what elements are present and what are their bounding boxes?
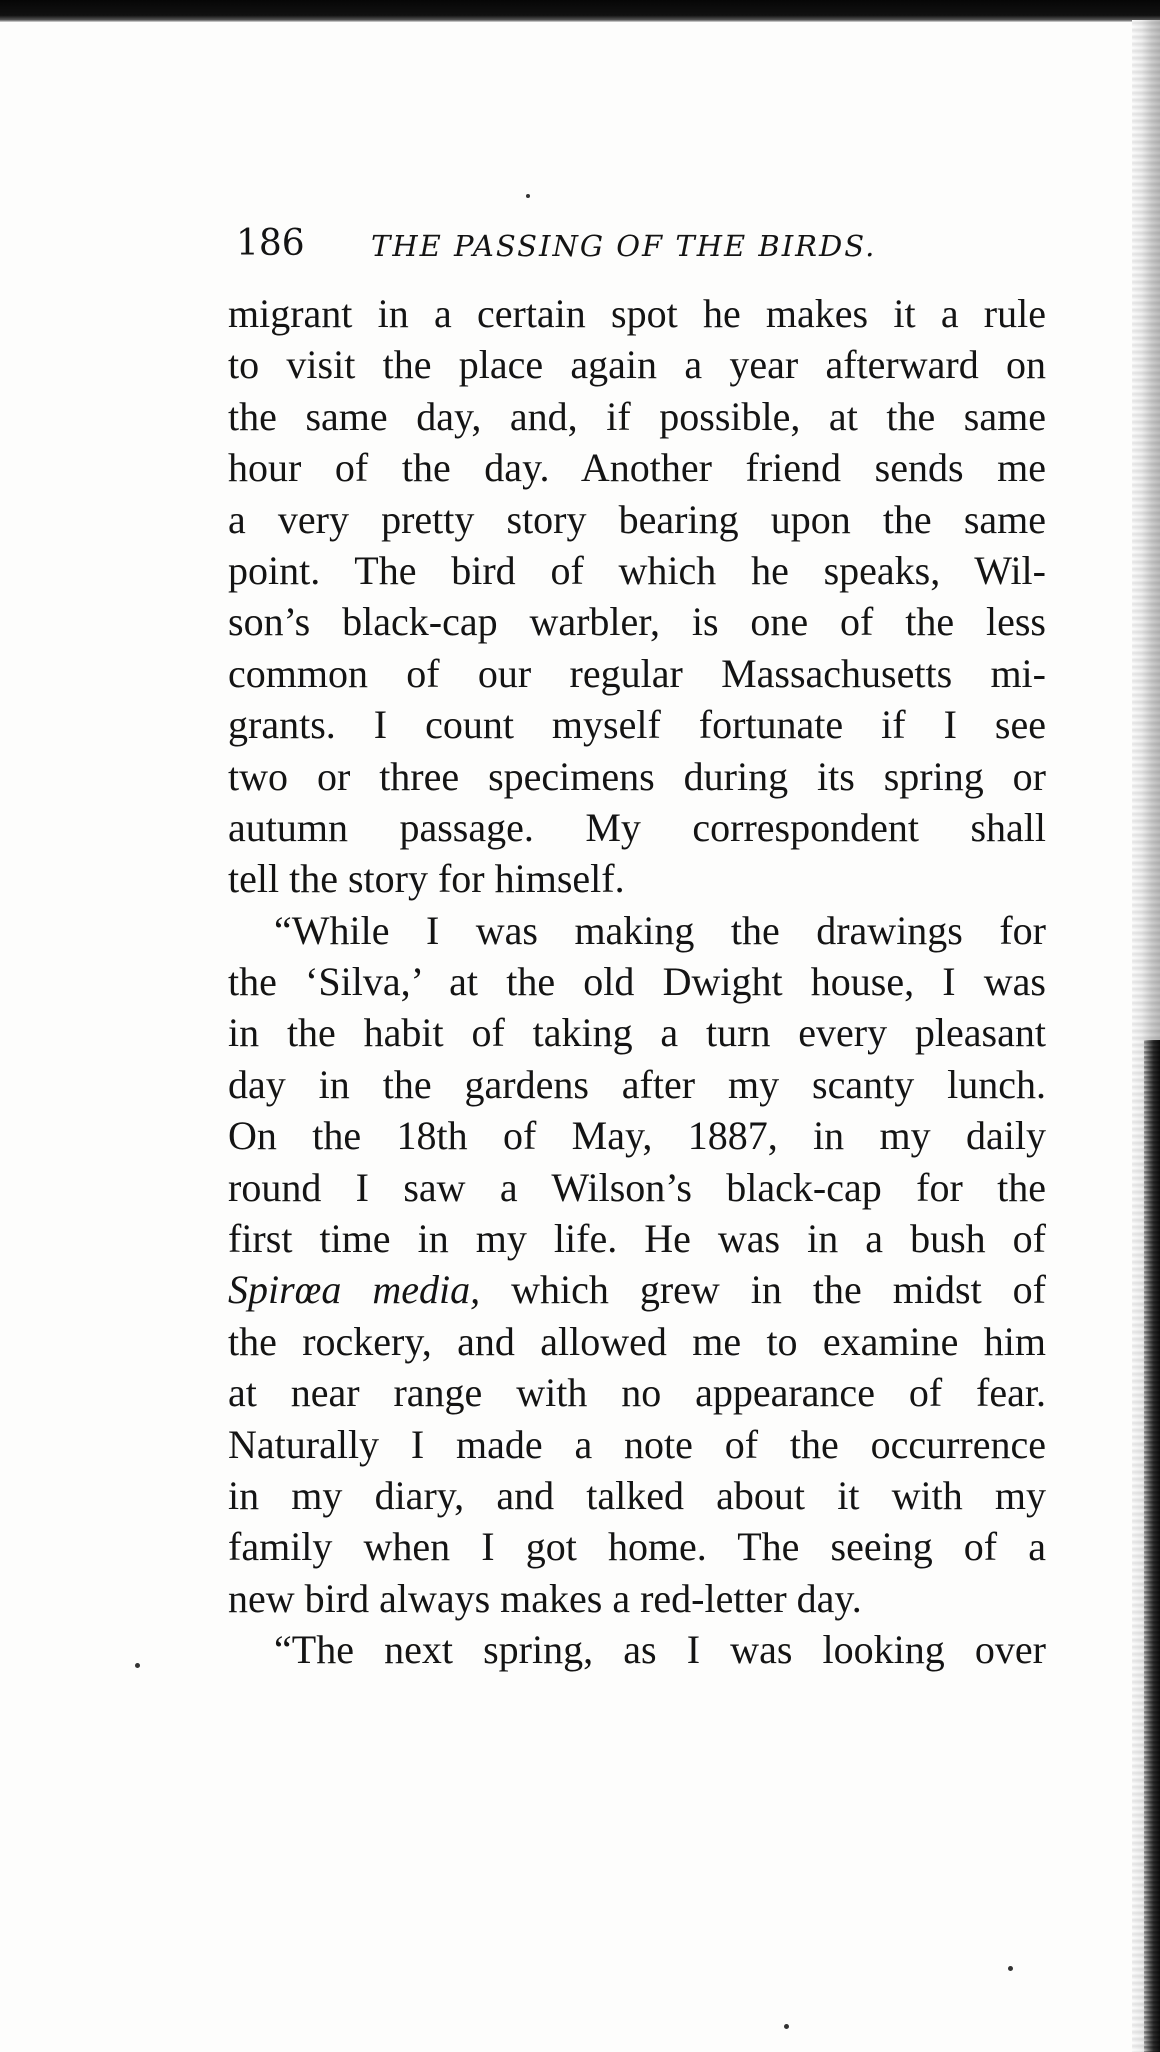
text-line: day in the gardens after my scanty lunch.: [228, 1061, 1046, 1107]
scan-speck: [784, 2024, 789, 2029]
text-line: point. The bird of which he speaks, Wil-: [228, 547, 1046, 593]
paragraph-start-line: “While I was making the drawings for: [274, 907, 1046, 953]
text-line: family when I got home. The seeing of a: [228, 1524, 1046, 1570]
running-title: THE PASSING OF THE BIRDS.: [371, 229, 877, 263]
scan-speck: [1008, 1966, 1013, 1971]
text-line: to visit the place again a year afterward on: [228, 342, 1046, 388]
scan-page-edge-shadow: [1144, 1040, 1160, 2052]
paragraph-end-line: tell the story for himself.: [228, 856, 625, 902]
text-line: two or three specimens during its spring or: [228, 753, 1046, 799]
text-line: On the 18th of May, 1887, in my daily: [228, 1113, 1046, 1159]
text-line: first time in my life. He was in a bush of: [228, 1216, 1046, 1262]
text-line: hour of the day. Another friend sends me: [228, 445, 1046, 491]
paragraph-end-line: new bird always makes a red-letter day.: [228, 1575, 862, 1621]
scan-speck: [135, 1663, 140, 1668]
text-line: autumn passage. My correspondent shall: [228, 804, 1046, 850]
text-line: common of our regular Massachusetts mi-: [228, 650, 1046, 696]
text-line: in the habit of taking a turn every pleasant: [228, 1010, 1046, 1056]
text-line-with-italic: [228, 1264, 1046, 1315]
body-text: [228, 288, 1046, 1676]
text-line: a very pretty story bearing upon the same: [228, 496, 1046, 542]
text-line: the rockery, and allowed me to examine him: [228, 1318, 1046, 1364]
text-line: round I saw a Wilson’s black-cap for the: [228, 1164, 1046, 1210]
text-line: migrant in a certain spot he makes it a rule: [228, 291, 1046, 336]
text-line: grants. I count myself fortunate if I see: [228, 702, 1046, 748]
text-line: the ‘Silva,’ at the old Dwight house, I was: [228, 959, 1046, 1005]
page-number: 186: [236, 223, 305, 264]
running-header: [236, 214, 1044, 274]
text-line: Naturally I made a note of the occurrence: [228, 1421, 1046, 1467]
text-line-rest: which grew in the midst of: [511, 1267, 1046, 1313]
italic-species-name: Spirœa media,: [228, 1267, 481, 1313]
scan-speck: [526, 194, 530, 198]
text-line: at near range with no appearance of fear.: [228, 1370, 1046, 1416]
text-line: in my diary, and talked about it with my: [228, 1472, 1046, 1518]
paragraph-start-line: “The next spring, as I was looking over: [274, 1627, 1046, 1673]
text-line: the same day, and, if possible, at the same: [228, 393, 1046, 439]
scan-top-border: [0, 0, 1160, 22]
text-line: son’s black-cap warbler, is one of the less: [228, 599, 1046, 645]
